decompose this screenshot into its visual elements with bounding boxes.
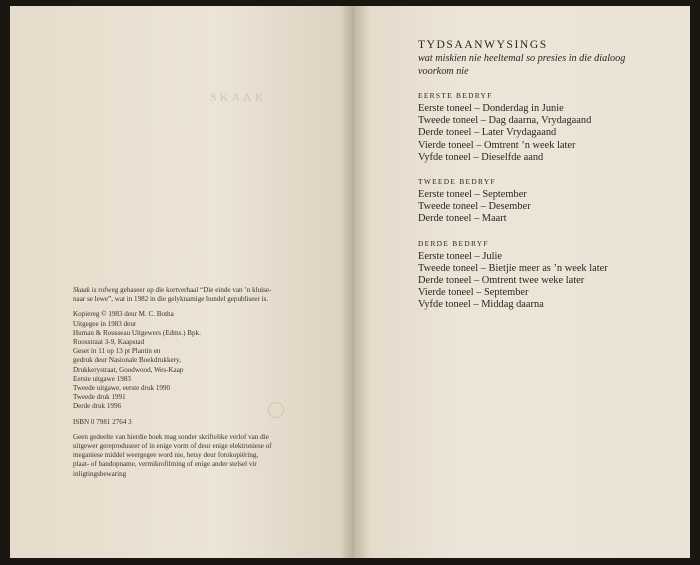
imprint-line: Roosstraat 3-9, Kaapstad	[73, 338, 145, 347]
rights-notice	[73, 433, 313, 479]
time-directions-note: voorkom nie	[418, 66, 469, 77]
act-1	[418, 91, 668, 164]
imprint-line: gedruk deur Nasionale Boekdrukkery,	[73, 356, 181, 365]
origin-note-text-cont: naar se lewe”, wat in 1982 in die gelyknamige bundel gepubliseer is.	[73, 295, 269, 304]
imprint-line: Drukkerystraat, Goodwood, Wes-Kaap	[73, 365, 184, 374]
act-heading: DERDE BEDRYF	[418, 238, 489, 248]
imprint-line: Eerste uitgawe 1983	[73, 374, 131, 383]
rights-line: meganiese middel weergegee word nie, hetsy deur fotokopiëring,	[73, 451, 259, 460]
time-directions-note: wat miskien nie heeltemal so presies in die dialoog	[418, 53, 626, 64]
scene-line: Tweede toneel – Desember	[418, 201, 531, 213]
act-heading: EERSTE BEDRYF	[418, 91, 493, 100]
imprint-line: Kopiereg © 1983 deur M. C. Botha	[73, 310, 174, 319]
imprint-line: Tweede uitgawe, eerste druk 1990	[73, 384, 171, 393]
imprint-line: Uitgegee in 1983 deur	[73, 319, 137, 328]
imprint-line: Derde druk 1996	[73, 402, 122, 411]
scene-line: Vyfde toneel – Dieselfde aand	[418, 151, 544, 163]
rights-line: inligtingsbewaring	[73, 469, 127, 478]
scene-line: Tweede toneel – Bietjie meer as ’n week later	[418, 262, 608, 274]
scene-line: Eerste toneel – Donderdag in Junie	[418, 103, 564, 114]
scene-line: Tweede toneel – Dag daarna, Vrydagaand	[418, 115, 592, 127]
imprint-line: Geset in 11 op 13 pt Plantin en	[73, 347, 161, 356]
scene-line: Derde toneel – Later Vrydagaand	[418, 127, 557, 139]
rights-line: plaat- of bandopname, vermikrofilming of enige ander stelsel vir	[73, 460, 257, 469]
isbn: ISBN 0 7981 2764 3	[73, 417, 132, 426]
imprint-block	[73, 310, 313, 411]
scene-line: Derde toneel – Omtrent twee weke later	[418, 275, 585, 287]
rights-line: uitgewer gereproduseer of in enige vorm of deur enige elektroniese of	[73, 442, 272, 451]
act-2	[418, 177, 668, 226]
origin-note-text: is rofweg gebaseer op die kortverhaal “Die einde van ’n kluise-	[89, 286, 272, 294]
scene-line: Eerste toneel – September	[418, 189, 527, 201]
time-directions-title: TYDSAANWYSINGS	[418, 39, 548, 51]
act-3	[418, 239, 668, 312]
time-directions	[418, 38, 668, 312]
scene-line: Vierde toneel – September	[418, 287, 529, 299]
scene-line: Vierde toneel – Omtrent ’n week later	[418, 139, 576, 151]
act-heading: TWEEDE BEDRYF	[418, 177, 496, 187]
left-page	[10, 6, 354, 558]
origin-note	[73, 286, 313, 304]
colophon	[73, 286, 313, 485]
scene-line: Derde toneel – Maart	[418, 213, 507, 225]
imprint-line: Tweede druk 1991	[73, 393, 126, 402]
book-title-italic: Skaak	[73, 286, 90, 294]
scene-line: Vyfde toneel – Middag daarna	[418, 299, 544, 311]
imprint-line: Human & Rousseau Uitgewers (Edms.) Bpk.	[73, 328, 201, 337]
show-through-title: SKAAK	[210, 90, 267, 104]
rights-line: Geen gedeelte van hierdie boek mag sonder skriftelike verlof van die	[73, 432, 269, 441]
scene-line: Eerste toneel – Julie	[418, 250, 502, 262]
